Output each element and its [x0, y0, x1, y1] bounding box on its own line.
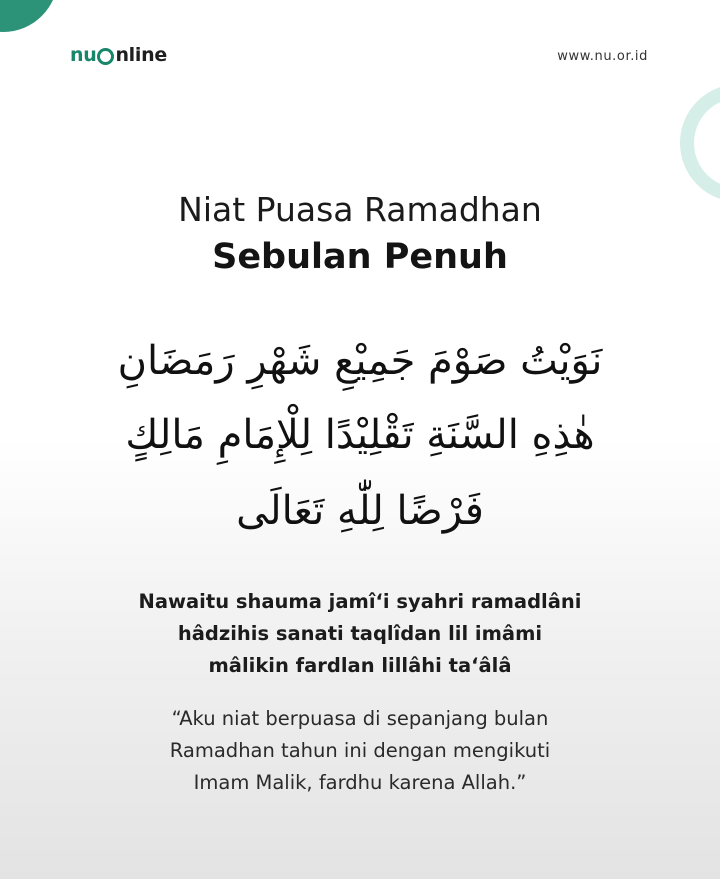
translation-line-2: Ramadhan tahun ini dengan mengikuti: [169, 739, 551, 762]
transliteration-line-2: hâdzihis sanati taqlîdan lil imâmi: [177, 622, 543, 645]
translation-line-1: “Aku niat berpuasa di sepanjang bulan: [171, 707, 549, 730]
nu-online-logo: [70, 44, 167, 66]
website-url: www.nu.or.id: [557, 49, 648, 64]
decorative-ring-right: [680, 84, 720, 202]
arabic-text-line-2: هٰذِهِ السَّنَةِ تَقْلِيْدًا لِلْإِمَامِ مَالِكٍ: [125, 412, 595, 458]
logo-nu-text: nu: [70, 44, 97, 66]
logo-online-text: nline: [115, 44, 167, 66]
decorative-circle-top-left: [0, 0, 58, 32]
arabic-text-line-3: فَرْضًا لِلّٰهِ تَعَالَى: [236, 488, 484, 534]
logo-ring-icon: [97, 48, 114, 65]
transliteration-line-3: mâlikin fardlan lillâhi ta‘âlâ: [208, 654, 512, 677]
transliteration-line-1: Nawaitu shauma jamî‘i syahri ramadlâni: [138, 590, 582, 613]
page-subtitle: Sebulan Penuh: [212, 237, 508, 277]
arabic-text-line-1: نَوَيْتُ صَوْمَ جَمِيْعِ شَهْرِ رَمَضَانِ: [117, 338, 603, 384]
page-title: Niat Puasa Ramadhan: [178, 190, 542, 229]
translation-line-3: Imam Malik, fardhu karena Allah.”: [193, 771, 527, 794]
